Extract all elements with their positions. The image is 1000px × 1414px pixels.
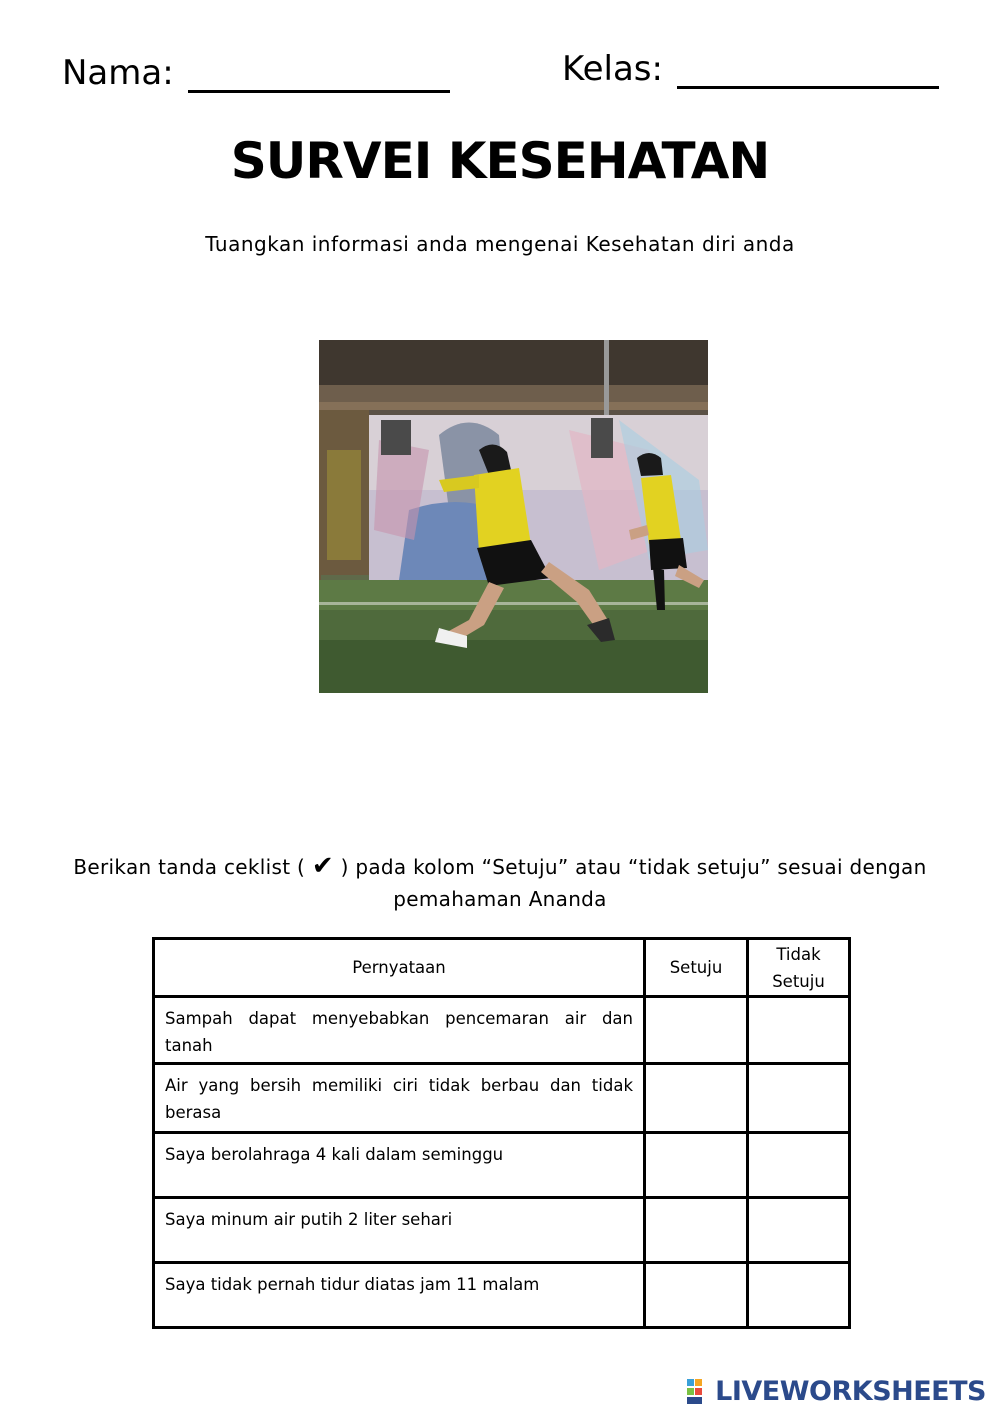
disagree-checkbox-cell[interactable]: [748, 1133, 850, 1198]
table-row: [154, 1198, 850, 1263]
instruction-after: ) pada kolom “Setuju” atau “tidak setuju” sesuai dengan pemahaman Ananda: [340, 855, 927, 911]
logo-text: LIVEWORKSHEETS: [715, 1376, 986, 1407]
agree-checkbox-cell[interactable]: [645, 1133, 748, 1198]
kelas-label: Kelas:: [562, 49, 663, 89]
disagree-checkbox-cell[interactable]: [748, 1263, 850, 1328]
statement-cell: Air yang bersih memiliki ciri tidak berbau dan tidak berasa: [154, 1064, 645, 1133]
statement-cell: Saya minum air putih 2 liter sehari: [154, 1198, 645, 1263]
nama-input-line[interactable]: [188, 52, 450, 93]
kelas-field: [562, 48, 939, 89]
header-agree: Setuju: [645, 939, 748, 997]
table-row: [154, 1263, 850, 1328]
statement-cell: Saya berolahraga 4 kali dalam seminggu: [154, 1133, 645, 1198]
agree-checkbox-cell[interactable]: [645, 1064, 748, 1133]
agree-checkbox-cell[interactable]: [645, 1263, 748, 1328]
header-statement: Pernyataan: [154, 939, 645, 997]
table-row: [154, 1064, 850, 1133]
liveworksheets-logo: [687, 1376, 986, 1407]
kelas-input-line[interactable]: [677, 48, 939, 89]
header-disagree-line1: Tidak: [776, 944, 821, 964]
survey-table: [152, 937, 851, 1329]
header-disagree-line2: Setuju: [772, 971, 825, 991]
page-title: SURVEI KESEHATAN: [230, 132, 770, 190]
agree-checkbox-cell[interactable]: [645, 1198, 748, 1263]
table-row: [154, 997, 850, 1064]
instruction-before: Berikan tanda ceklist (: [73, 855, 306, 879]
disagree-checkbox-cell[interactable]: [748, 1064, 850, 1133]
agree-checkbox-cell[interactable]: [645, 997, 748, 1064]
checkmark-icon: ✔: [311, 851, 334, 881]
football-photo: [319, 340, 708, 693]
table-header-row: [154, 939, 850, 997]
page-subtitle: Tuangkan informasi anda mengenai Kesehatan diri anda: [205, 232, 795, 256]
statement-cell: Saya tidak pernah tidur diatas jam 11 malam: [154, 1263, 645, 1328]
statement-cell: Sampah dapat menyebabkan pencemaran air dan tanah: [154, 997, 645, 1064]
nama-label: Nama:: [62, 53, 174, 93]
instruction-text: [70, 850, 930, 915]
liveworksheets-logo-icon: [687, 1379, 711, 1405]
nama-field: [62, 52, 450, 93]
header-disagree: [748, 939, 850, 997]
table-row: [154, 1133, 850, 1198]
disagree-checkbox-cell[interactable]: [748, 997, 850, 1064]
disagree-checkbox-cell[interactable]: [748, 1198, 850, 1263]
